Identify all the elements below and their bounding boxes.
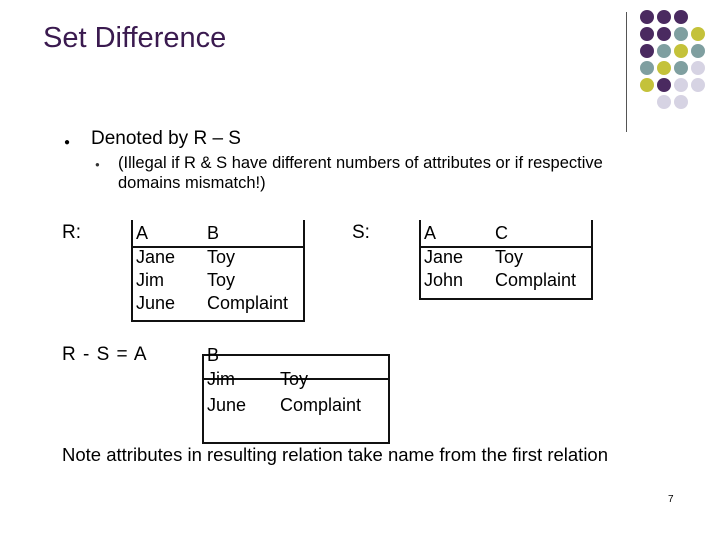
decorative-dot [674, 78, 688, 92]
relation-r-cell: Jim [136, 270, 164, 290]
decorative-dot [691, 44, 705, 58]
decorative-dot [640, 27, 654, 41]
relation-r-cell: June [136, 293, 176, 313]
relation-r-header-a: A [136, 223, 149, 243]
relation-r-label: R: [62, 222, 81, 243]
bullet-main-text: Denoted by R – S [91, 128, 241, 149]
decorative-dot [691, 78, 705, 92]
decorative-dot [640, 78, 654, 92]
result-label: R - S = A [62, 344, 148, 365]
decorative-dot [657, 61, 671, 75]
decorative-dot [640, 61, 654, 75]
relation-r-cell: Toy [207, 247, 236, 267]
decorative-dot [691, 27, 705, 41]
relation-s-cell: Jane [424, 247, 464, 267]
relation-s-header-a: A [424, 223, 437, 243]
result-cell: June [207, 395, 247, 415]
relation-s-cell: John [424, 270, 464, 290]
relation-s-header-c: C [495, 223, 508, 243]
slide-title: Set Difference [43, 22, 227, 54]
relation-r-cell: Toy [207, 270, 236, 290]
result-cell: Complaint [280, 395, 362, 415]
relation-r-cell: Jane [136, 247, 176, 267]
relation-r-cell: Complaint [207, 293, 289, 313]
decorative-dot [657, 10, 671, 24]
result-cell: Jim [207, 369, 235, 389]
decorative-dot [691, 61, 705, 75]
decorative-dot [674, 61, 688, 75]
relation-s-cell: Toy [495, 247, 524, 267]
footnote-text: Note attributes in resulting relation take name from the first relation [62, 444, 609, 465]
page-number: 7 [668, 494, 674, 505]
result-header-b: B [207, 345, 220, 365]
decorative-divider [626, 12, 627, 132]
sub-bullet-icon: ● [95, 160, 100, 169]
decorative-dot [657, 44, 671, 58]
decorative-dot [674, 95, 688, 109]
decorative-dot [674, 44, 688, 58]
bullet-sub-text: (Illegal if R & S have different numbers of attributes or if respective domains mismatch!) [118, 154, 603, 192]
decorative-dot [640, 44, 654, 58]
decorative-dot [674, 27, 688, 41]
decorative-dot [657, 78, 671, 92]
bullet-icon: ● [64, 137, 71, 148]
decorative-dot [640, 10, 654, 24]
decorative-dot [674, 10, 688, 24]
result-cell: Toy [280, 369, 309, 389]
relation-s-label: S: [352, 222, 370, 243]
relation-r-header-b: B [207, 223, 220, 243]
relation-s-cell: Complaint [495, 270, 577, 290]
decorative-dot [657, 27, 671, 41]
decorative-dot [657, 95, 671, 109]
